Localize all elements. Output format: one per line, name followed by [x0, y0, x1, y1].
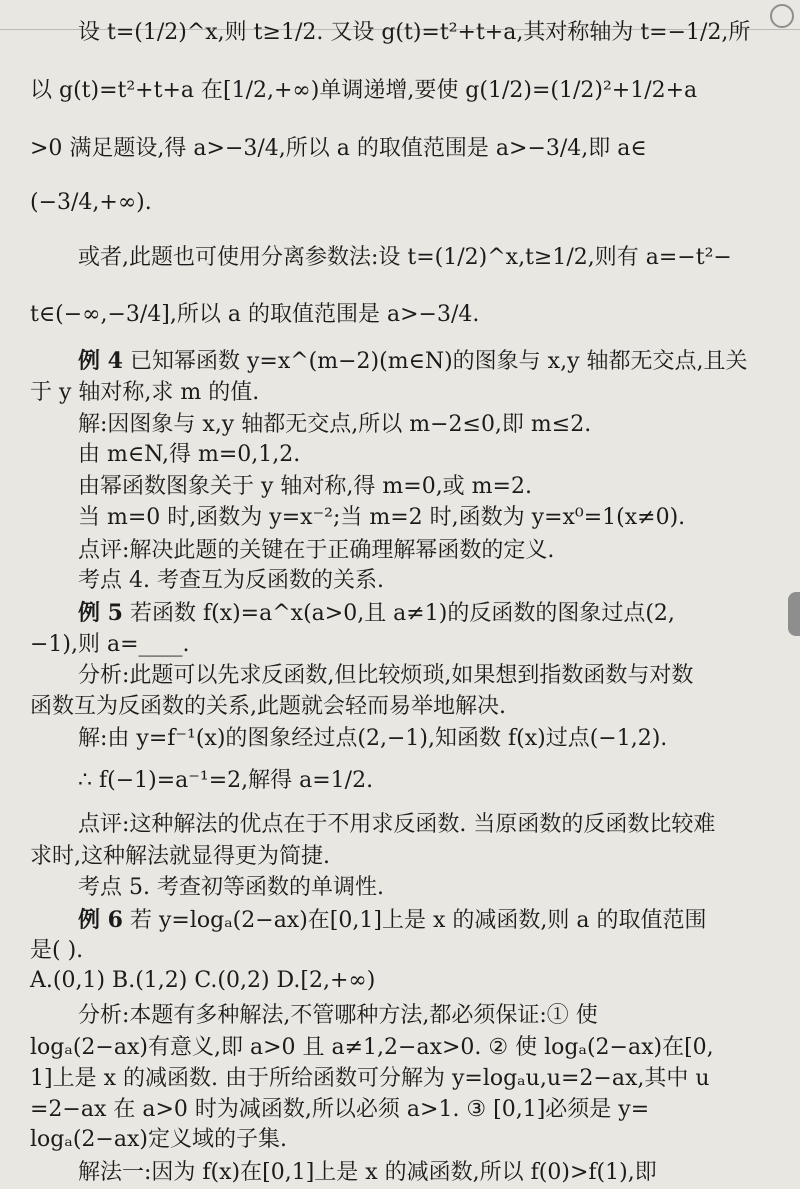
text-line: −1),则 a=____. — [30, 632, 190, 657]
text-line: (−3/4,+∞). — [30, 190, 152, 215]
answer-options: A.(0,1) B.(1,2) C.(0,2) D.[2,+∞) — [30, 968, 376, 993]
text-line: logₐ(2−ax)定义域的子集. — [30, 1127, 287, 1152]
example-5-line — [78, 598, 782, 629]
text-line: 由幂函数图象关于 y 轴对称,得 m=0,或 m=2. — [78, 474, 532, 499]
text-line: 考点 5. 考查初等函数的单调性. — [78, 875, 384, 900]
text-line: ∴ f(−1)=a⁻¹=2,解得 a=1/2. — [78, 768, 374, 793]
text-line: 解法一:因为 f(x)在[0,1]上是 x 的减函数,所以 f(0)>f(1),即 — [78, 1160, 657, 1185]
text-line: 分析:本题有多种解法,不管哪种方法,都必须保证:① 使 — [78, 1003, 598, 1028]
text-line: 解:由 y=f⁻¹(x)的图象经过点(2,−1),知函数 f(x)过点(−1,2). — [78, 726, 668, 751]
page-side-tab — [788, 592, 800, 636]
text-line: t∈(−∞,−3/4],所以 a 的取值范围是 a>−3/4. — [30, 302, 480, 327]
example-label: 例 5 — [78, 600, 123, 626]
text-line: 于 y 轴对称,求 m 的值. — [30, 380, 260, 405]
text-line: 分析:此题可以先求反函数,但比较烦琐,如果想到指数函数与对数 — [78, 663, 694, 688]
text-line: 点评:这种解法的优点在于不用求反函数. 当原函数的反函数比较难 — [78, 812, 716, 837]
text-line: 以 g(t)=t²+t+a 在[1/2,+∞)单调递增,要使 g(1/2)=(1/2)²+1/2+a — [30, 78, 698, 103]
example-4-line — [78, 346, 782, 377]
text-line: 考点 4. 考查互为反函数的关系. — [78, 568, 384, 593]
example-label: 例 4 — [78, 348, 123, 374]
text-line: 求时,这种解法就显得更为简捷. — [30, 844, 330, 869]
text-line: 解:因图象与 x,y 轴都无交点,所以 m−2≤0,即 m≤2. — [78, 412, 592, 437]
text-line: 由 m∈N,得 m=0,1,2. — [78, 442, 301, 467]
example-text: 若 y=logₐ(2−ax)在[0,1]上是 x 的减函数,则 a 的取值范围 — [129, 908, 707, 933]
example-6-line — [78, 905, 782, 936]
text-line: >0 满足题设,得 a>−3/4,所以 a 的取值范围是 a>−3/4,即 a∈ — [30, 136, 647, 161]
text-line: 设 t=(1/2)^x,则 t≥1/2. 又设 g(t)=t²+t+a,其对称轴为 t=−1/2,所 — [78, 20, 751, 45]
text-line: 或者,此题也可使用分离参数法:设 t=(1/2)^x,t≥1/2,则有 a=−t²− — [78, 245, 732, 270]
text-line: 函数互为反函数的关系,此题就会轻而易举地解决. — [30, 694, 506, 719]
example-text: 若函数 f(x)=a^x(a>0,且 a≠1)的反函数的图象过点(2, — [129, 601, 675, 626]
text-line: 当 m=0 时,函数为 y=x⁻²;当 m=2 时,函数为 y=x⁰=1(x≠0). — [78, 505, 686, 530]
example-label: 例 6 — [78, 907, 123, 933]
text-line: =2−ax 在 a>0 时为减函数,所以必须 a>1. ③ [0,1]必须是 y= — [30, 1097, 650, 1122]
text-line: 点评:解决此题的关键在于正确理解幂函数的定义. — [78, 538, 555, 563]
text-line: logₐ(2−ax)有意义,即 a>0 且 a≠1,2−ax>0. ② 使 logₐ(2−ax)在[0, — [30, 1035, 714, 1060]
text-line: 1]上是 x 的减函数. 由于所给函数可分解为 y=logₐu,u=2−ax,其中 u — [30, 1066, 710, 1091]
text-line: 是( ). — [30, 938, 84, 963]
example-text: 已知幂函数 y=x^(m−2)(m∈N)的图象与 x,y 轴都无交点,且关 — [129, 349, 748, 374]
